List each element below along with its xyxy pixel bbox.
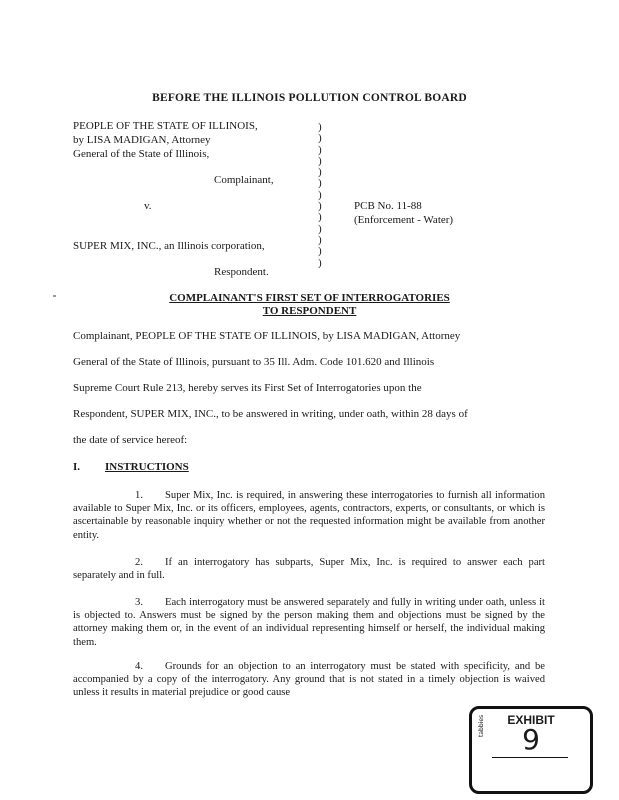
document-title: BEFORE THE ILLINOIS POLLUTION CONTROL BOARD	[152, 92, 467, 104]
paragraph-number: 4.	[135, 661, 143, 672]
plaintiff-line-3: General of the State of Illinois,	[73, 148, 210, 160]
heading-line-1: COMPLAINANT'S FIRST SET OF INTERROGATORIES	[169, 292, 450, 304]
paragraph-text: Each interrogatory must be answered separately and fully in writing under oath, unless it is objected to. Answers must be signed by the person making them and objections must be signed by the attorney making them or, in the event of an individual representing himself or herself, the individual making them.	[73, 597, 545, 648]
paragraph-2	[73, 556, 545, 582]
intro-line-4: Respondent, SUPER MIX, INC., to be answered in writing, under oath, within 28 days of	[73, 408, 468, 420]
case-type: (Enforcement - Water)	[354, 214, 454, 226]
respondent-label: Respondent.	[214, 266, 269, 278]
paragraph-3	[73, 596, 545, 649]
exhibit-side-text: tabbies	[478, 714, 485, 737]
versus-label: v.	[144, 200, 152, 212]
case-number: PCB No. 11-88	[354, 200, 422, 212]
exhibit-underline	[492, 757, 568, 758]
paragraph-4	[73, 660, 545, 700]
paragraph-number: 3.	[135, 597, 143, 608]
exhibit-sticker	[469, 706, 593, 794]
caption-parentheses: ) ) ) ) ) ) ) ) ) ) ) ) )	[318, 121, 322, 269]
paragraph-1	[73, 489, 545, 542]
defendant-name: SUPER MIX, INC., an Illinois corporation,	[73, 240, 265, 252]
paragraph-text: Grounds for an objection to an interrogatory must be stated with specificity, and be accompanied by a copy of the interrogatory. Any ground that is not stated in a timely objection is waived unless it results in material prejudice or good cause	[73, 661, 545, 699]
paragraph-number: 2.	[135, 557, 143, 568]
heading-line-2: TO RESPONDENT	[262, 305, 357, 317]
paragraph-text: Super Mix, Inc. is required, in answering these interrogatories to furnish all information available to Super Mix, Inc. or its officers, employees, agents, contractors, experts, or consultants, or which is ascertainable by reasonable inquiry whether or not the requested information might be available from another entity.	[73, 490, 545, 541]
paragraph-text: If an interrogatory has subparts, Super Mix, Inc. is required to answer each part separately and in full.	[73, 557, 545, 582]
intro-line-3: Supreme Court Rule 213, hereby serves its First Set of Interrogatories upon the	[73, 382, 422, 394]
intro-line-5: the date of service hereof:	[73, 434, 188, 446]
paragraph-number: 1.	[135, 490, 143, 501]
plaintiff-line-1: PEOPLE OF THE STATE OF ILLINOIS,	[73, 120, 258, 132]
scan-speck	[53, 295, 56, 297]
plaintiff-line-2: by LISA MADIGAN, Attorney	[73, 134, 211, 146]
complainant-label: Complainant,	[214, 174, 274, 186]
intro-line-1: Complainant, PEOPLE OF THE STATE OF ILLINOIS, by LISA MADIGAN, Attorney	[73, 330, 461, 342]
intro-line-2: General of the State of Illinois, pursuant to 35 Ill. Adm. Code 101.620 and Illinois	[73, 356, 435, 368]
section-number: I.	[73, 461, 81, 473]
exhibit-number: 9	[522, 723, 540, 756]
section-title: INSTRUCTIONS	[105, 461, 189, 473]
exhibit-label: EXHIBIT	[507, 713, 555, 727]
